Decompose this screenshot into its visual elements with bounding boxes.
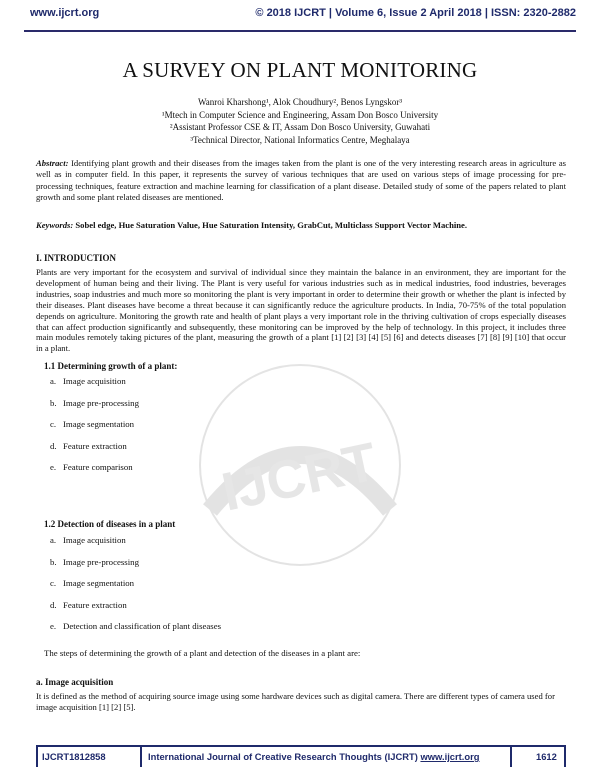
footer-divider xyxy=(36,747,38,767)
abstract-text: Identifying plant growth and their diseases from the images taken from the plant is one of the very interesting research areas in agriculture as well as in computer field. In this paper, it represents the survey of various techniques that are used on various steps of image processing for pre-processing techniques, feature extraction and machine learning for classification of a plant disease. Detailed study of some of the papers related to plant growth and some plant related diseases are mentioned. xyxy=(36,158,566,202)
footer-link[interactable]: www.ijcrt.org xyxy=(420,751,480,762)
ijcrt-watermark xyxy=(150,360,450,570)
footer-divider xyxy=(510,747,512,767)
image-acquisition-heading: a. Image acquisition xyxy=(36,677,114,687)
list-item: e. Feature comparison xyxy=(50,462,133,472)
author-names: Wanroi Kharshong¹, Alok Choudhury², Benos Lyngskor³ xyxy=(197,97,403,107)
section-1-1-heading: 1.1 Determining growth of a plant: xyxy=(44,361,178,371)
keywords-label: Keywords: xyxy=(36,220,74,230)
page-footer xyxy=(36,745,566,767)
watermark-text: IJCRT xyxy=(216,431,382,523)
list-item: a. Image acquisition xyxy=(50,535,126,545)
affiliation-2: ²Assistant Professor CSE & IT, Assam Don Bosco University, Guwahati xyxy=(169,122,431,132)
paper-title: A SURVEY ON PLANT MONITORING xyxy=(122,58,478,82)
list-item: a. Image acquisition xyxy=(50,376,126,386)
keywords-text: Sobel edge, Hue Saturation Value, Hue Saturation Intensity, GrabCut, Multiclass Support Vector Machine. xyxy=(73,220,468,230)
abstract-label: Abstract: xyxy=(36,158,69,168)
list-item: c. Image segmentation xyxy=(50,578,135,588)
affiliation-1: ¹Mtech in Computer Science and Engineering, Assam Don Bosco University xyxy=(161,109,439,120)
intro-heading: I. INTRODUCTION xyxy=(36,253,117,263)
list-item: d. Feature extraction xyxy=(50,440,127,451)
section-1-2-heading: 1.2 Detection of diseases in a plant xyxy=(44,519,176,529)
steps-sentence: The steps of determining the growth of a plant and detection of the diseases in a plant are: xyxy=(44,648,361,658)
page-header xyxy=(24,4,576,32)
author-block xyxy=(0,96,600,146)
list-item: c. Image segmentation xyxy=(50,419,135,429)
list-item: b. Image pre-processing xyxy=(50,556,139,567)
footer-id: IJCRT1812858 xyxy=(42,751,106,762)
footer-page-number: 1612 xyxy=(536,751,557,762)
footer-divider xyxy=(140,747,142,767)
footer-journal: International Journal of Creative Research Thoughts (IJCRT) www.ijcrt.org xyxy=(148,751,480,762)
header-site: www.ijcrt.org xyxy=(30,7,100,19)
growth-steps-list xyxy=(50,376,139,484)
footer-divider xyxy=(564,747,566,767)
keywords xyxy=(36,220,566,230)
intro-text: Plants are very important for the ecosystem and survival of individual since they maintain the balance in an environment, they are important for the development of human being and their living. The Plant is very useful for various industries such as in medical industries, food industries, beverages industries, soap industries and much more so monitoring the plant is very important in order to determine their growth or whether the plant is infected by their diseases. Plant diseases have become a threat because it can significantly reduce the agriculture products. In India, 70-75% of the total population depends on agriculture. Monitoring the growth rate and health of plant plays a very important role in the thriving cultivation of crops especially diseases that can affect production significantly and subsequently, these monitoring can be improved by the help of technology. In this project, it includes three main modules remotely taking pictures of the plant, measuring the growth of a plant [1] [2] [3] [4] [5] [6] and detects diseases [7] [8] [9] [10] that occur in a plant. xyxy=(36,267,566,354)
list-item: e. Detection and classification of plant diseases xyxy=(50,621,222,631)
affiliation-3: ³Technical Director, National Informatics Centre, Meghalaya xyxy=(190,134,410,145)
image-acquisition-text: It is defined as the method of acquiring source image using some hardware devices such as digital camera. There are different types of camera used for image acquisition [1] [2] [5]. xyxy=(36,691,555,712)
abstract xyxy=(36,158,566,203)
list-item: b. Image pre-processing xyxy=(50,397,139,408)
header-info: © 2018 IJCRT | Volume 6, Issue 2 April 2018 | ISSN: 2320-2882 xyxy=(255,7,576,19)
list-item: d. Feature extraction xyxy=(50,599,127,610)
